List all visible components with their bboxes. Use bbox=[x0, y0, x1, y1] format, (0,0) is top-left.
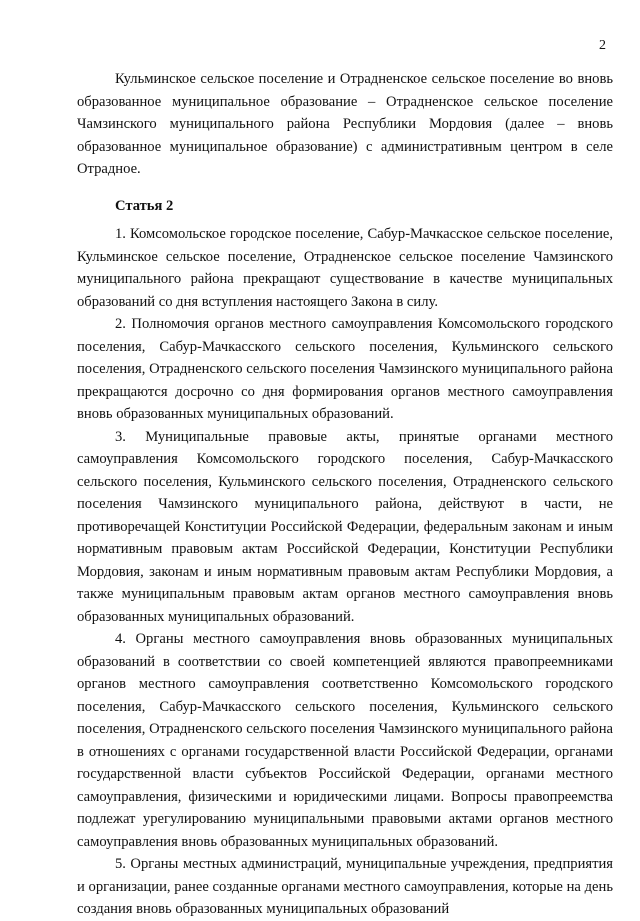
article-paragraph-2: 2. Полномочия органов местного самоуправления Комсомольского городского поселения, Сабур-Мачкасского сельского поселения, Кульминского сельского поселения, Отрадненского сельского поселения Чамзинского муниципального района прекращаются досрочно со дня формирования органов местного самоуправления вновь образованных муниципальных образований. bbox=[77, 316, 613, 422]
article-paragraph-3: 3. Муниципальные правовые акты, принятые органами местного самоуправления Комсомольского городского поселения, Сабур-Мачкасского сельского поселения, Кульминского сельского поселения, Отрадненского сельского поселения Чамзинского муниципального района, действуют в части, не противоречащей Конституции Российской Федерации, федеральным законам и иным нормативным правовым актам Российской Федерации, Конституции Республики Мордовия, законам и иным нормативным правовым актам Республики Мордовия, а также муниципальным правовым актам органов местного самоуправления вновь образованных муниципальных образований. bbox=[77, 428, 613, 625]
article-heading: Статья 2 bbox=[115, 197, 174, 214]
document-body bbox=[77, 68, 613, 921]
intro-paragraph: Кульминское сельское поселение и Отрадненское сельское поселение во вновь образованное муниципальное образование – Отрадненское сельское поселение Чамзинского муниципального района Республики Мордовия (далее – вновь образованное муниципальное образование) с административным центром в селе Отрадное. bbox=[77, 71, 613, 177]
page-number: 2 bbox=[599, 38, 606, 53]
article-paragraph-5: 5. Органы местных администраций, муниципальные учреждения, предприятия и организации, ранее созданные органами местного самоуправления, которые на день создания вновь образованных муниципальных образований bbox=[77, 856, 613, 917]
article-paragraph-4: 4. Органы местного самоуправления вновь образованных муниципальных образований в соответствии со своей компетенцией являются правопреемниками органов местного самоуправления соответственно Комсомольского городского поселения, Сабур-Мачкасского сельского поселения, Кульминского сельского поселения, Отрадненского сельского поселения Чамзинского муниципального района в отношениях с органами государственной власти Российской Федерации, органами государственной власти субъектов Российской Федерации, органами местного самоуправления, физическими и юридическими лицами. Вопросы правопреемства подлежат урегулированию муниципальными правовыми актами органов местного самоуправления вновь образованных муниципальных образований. bbox=[77, 631, 613, 850]
article-paragraph-1: 1. Комсомольское городское поселение, Сабур-Мачкасское сельское поселение, Кульминское сельское поселение, Отрадненское сельское поселение Чамзинского муниципального района прекращают существование в качестве муниципальных образований со дня вступления настоящего Закона в силу. bbox=[77, 226, 613, 310]
